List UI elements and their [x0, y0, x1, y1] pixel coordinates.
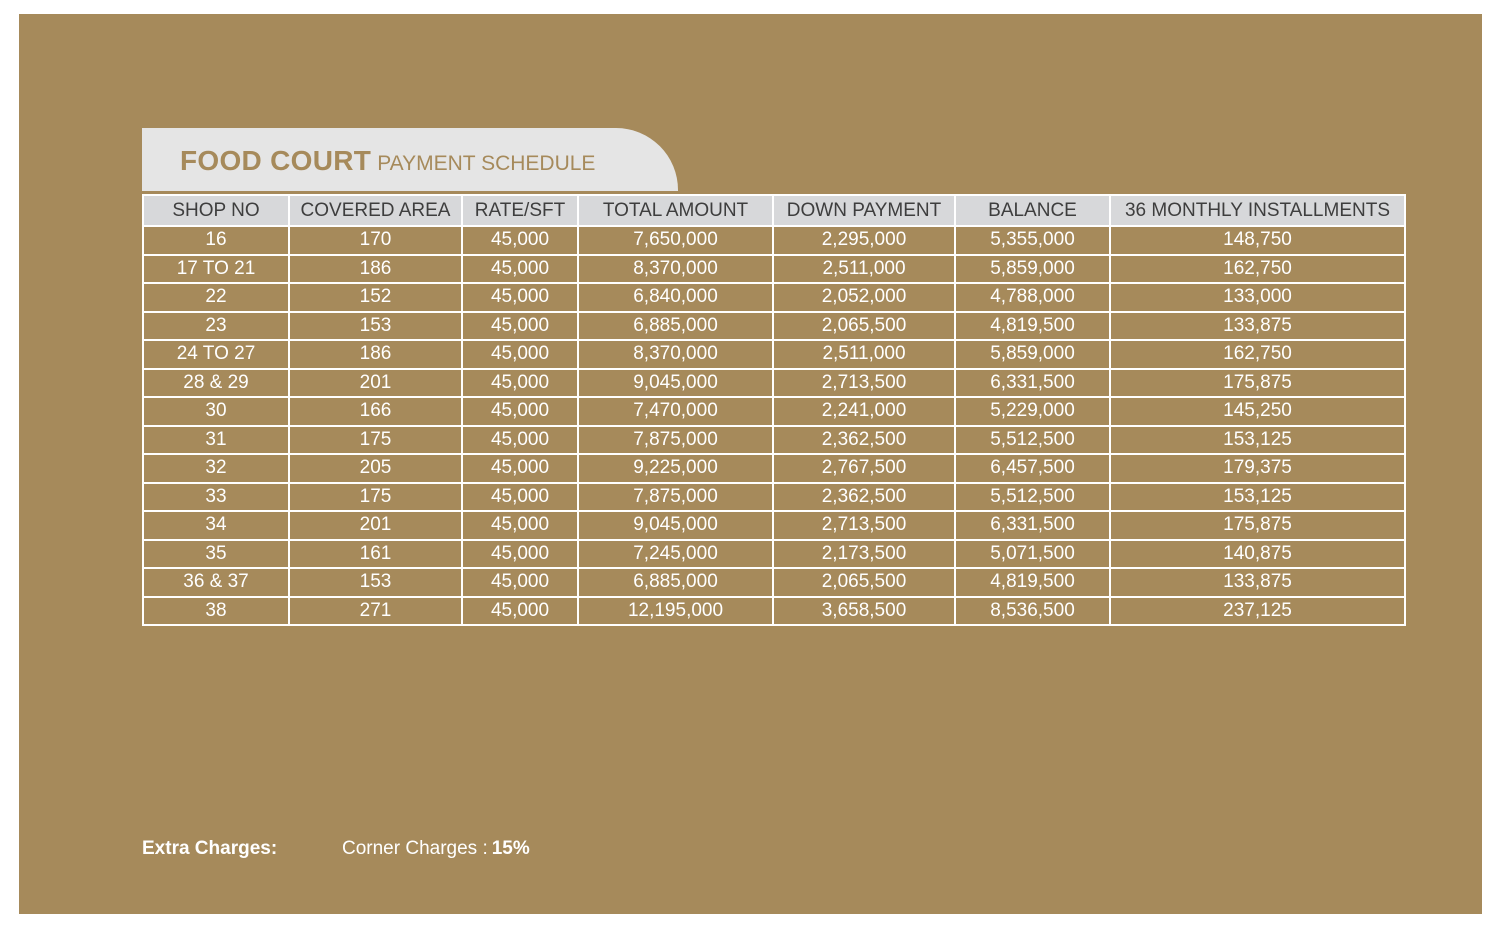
cell-shop-no: 36 & 37 [143, 568, 289, 597]
cell-covered-area: 175 [289, 483, 462, 512]
corner-charges-label: Corner Charges : [342, 838, 488, 859]
header-shop-no: SHOP NO [143, 195, 289, 226]
table-row [143, 426, 1405, 455]
cell-rate-sft: 45,000 [462, 454, 578, 483]
cell-shop-no: 33 [143, 483, 289, 512]
cell-balance: 5,071,500 [955, 540, 1110, 569]
cell-balance: 5,859,000 [955, 340, 1110, 369]
cell-balance: 4,819,500 [955, 568, 1110, 597]
header-balance: BALANCE [955, 195, 1110, 226]
cell-balance: 6,457,500 [955, 454, 1110, 483]
title-main: FOOD COURT [180, 145, 372, 176]
cell-shop-no: 31 [143, 426, 289, 455]
cell-monthly-installment: 153,125 [1110, 426, 1405, 455]
cell-covered-area: 153 [289, 568, 462, 597]
cell-down-payment: 2,362,500 [773, 483, 955, 512]
corner-charges-value: 15% [491, 838, 530, 859]
cell-down-payment: 2,173,500 [773, 540, 955, 569]
table-row [143, 369, 1405, 398]
cell-covered-area: 161 [289, 540, 462, 569]
cell-covered-area: 153 [289, 312, 462, 341]
table-row [143, 312, 1405, 341]
cell-rate-sft: 45,000 [462, 511, 578, 540]
cell-down-payment: 2,052,000 [773, 283, 955, 312]
cell-shop-no: 23 [143, 312, 289, 341]
extra-charges-label: Extra Charges: [142, 838, 278, 859]
cell-monthly-installment: 148,750 [1110, 226, 1405, 255]
cell-rate-sft: 45,000 [462, 397, 578, 426]
cell-covered-area: 201 [289, 511, 462, 540]
cell-down-payment: 2,511,000 [773, 340, 955, 369]
cell-balance: 4,788,000 [955, 283, 1110, 312]
table-row [143, 483, 1405, 512]
cell-covered-area: 205 [289, 454, 462, 483]
payment-schedule-table [142, 194, 1406, 626]
table-row [143, 511, 1405, 540]
cell-total-amount: 12,195,000 [578, 597, 773, 626]
cell-monthly-installment: 237,125 [1110, 597, 1405, 626]
header-monthly-installments: 36 MONTHLY INSTALLMENTS [1110, 195, 1405, 226]
cell-balance: 4,819,500 [955, 312, 1110, 341]
cell-balance: 6,331,500 [955, 511, 1110, 540]
cell-covered-area: 166 [289, 397, 462, 426]
cell-covered-area: 170 [289, 226, 462, 255]
cell-covered-area: 271 [289, 597, 462, 626]
cell-total-amount: 9,045,000 [578, 369, 773, 398]
cell-total-amount: 6,885,000 [578, 568, 773, 597]
cell-down-payment: 2,362,500 [773, 426, 955, 455]
cell-down-payment: 2,511,000 [773, 255, 955, 284]
cell-balance: 5,512,500 [955, 483, 1110, 512]
cell-shop-no: 32 [143, 454, 289, 483]
cell-monthly-installment: 175,875 [1110, 511, 1405, 540]
header-covered-area: COVERED AREA [289, 195, 462, 226]
header-rate-sft: RATE/SFT [462, 195, 578, 226]
cell-shop-no: 35 [143, 540, 289, 569]
cell-balance: 6,331,500 [955, 369, 1110, 398]
cell-rate-sft: 45,000 [462, 540, 578, 569]
cell-rate-sft: 45,000 [462, 340, 578, 369]
cell-monthly-installment: 133,875 [1110, 568, 1405, 597]
cell-total-amount: 8,370,000 [578, 340, 773, 369]
cell-rate-sft: 45,000 [462, 426, 578, 455]
cell-monthly-installment: 140,875 [1110, 540, 1405, 569]
cell-rate-sft: 45,000 [462, 255, 578, 284]
cell-down-payment: 2,767,500 [773, 454, 955, 483]
cell-covered-area: 186 [289, 340, 462, 369]
cell-monthly-installment: 145,250 [1110, 397, 1405, 426]
cell-total-amount: 8,370,000 [578, 255, 773, 284]
cell-down-payment: 2,065,500 [773, 312, 955, 341]
cell-rate-sft: 45,000 [462, 369, 578, 398]
cell-rate-sft: 45,000 [462, 283, 578, 312]
cell-down-payment: 2,713,500 [773, 369, 955, 398]
table-row [143, 397, 1405, 426]
cell-balance: 5,859,000 [955, 255, 1110, 284]
table-row [143, 454, 1405, 483]
cell-covered-area: 175 [289, 426, 462, 455]
cell-total-amount: 7,650,000 [578, 226, 773, 255]
table-row [143, 283, 1405, 312]
cell-rate-sft: 45,000 [462, 597, 578, 626]
cell-total-amount: 7,875,000 [578, 426, 773, 455]
table-row [143, 568, 1405, 597]
cell-total-amount: 9,045,000 [578, 511, 773, 540]
cell-monthly-installment: 153,125 [1110, 483, 1405, 512]
cell-shop-no: 24 TO 27 [143, 340, 289, 369]
cell-shop-no: 17 TO 21 [143, 255, 289, 284]
cell-covered-area: 201 [289, 369, 462, 398]
table-row [143, 540, 1405, 569]
cell-monthly-installment: 133,000 [1110, 283, 1405, 312]
cell-monthly-installment: 162,750 [1110, 255, 1405, 284]
cell-total-amount: 7,245,000 [578, 540, 773, 569]
cell-down-payment: 2,241,000 [773, 397, 955, 426]
header-total-amount: TOTAL AMOUNT [578, 195, 773, 226]
cell-shop-no: 34 [143, 511, 289, 540]
cell-rate-sft: 45,000 [462, 568, 578, 597]
corner-charges [342, 838, 530, 860]
cell-monthly-installment: 179,375 [1110, 454, 1405, 483]
cell-balance: 5,355,000 [955, 226, 1110, 255]
cell-down-payment: 2,295,000 [773, 226, 955, 255]
cell-shop-no: 30 [143, 397, 289, 426]
table-row [143, 226, 1405, 255]
cell-shop-no: 16 [143, 226, 289, 255]
cell-rate-sft: 45,000 [462, 312, 578, 341]
cell-down-payment: 3,658,500 [773, 597, 955, 626]
cell-covered-area: 186 [289, 255, 462, 284]
cell-monthly-installment: 175,875 [1110, 369, 1405, 398]
cell-rate-sft: 45,000 [462, 226, 578, 255]
cell-monthly-installment: 162,750 [1110, 340, 1405, 369]
page-title [180, 145, 595, 177]
cell-total-amount: 7,875,000 [578, 483, 773, 512]
table-body [143, 226, 1405, 625]
header-down-payment: DOWN PAYMENT [773, 195, 955, 226]
cell-shop-no: 22 [143, 283, 289, 312]
cell-covered-area: 152 [289, 283, 462, 312]
cell-total-amount: 6,885,000 [578, 312, 773, 341]
cell-total-amount: 9,225,000 [578, 454, 773, 483]
table-row [143, 597, 1405, 626]
cell-balance: 5,229,000 [955, 397, 1110, 426]
cell-balance: 8,536,500 [955, 597, 1110, 626]
cell-rate-sft: 45,000 [462, 483, 578, 512]
cell-shop-no: 38 [143, 597, 289, 626]
cell-total-amount: 7,470,000 [578, 397, 773, 426]
cell-down-payment: 2,713,500 [773, 511, 955, 540]
cell-down-payment: 2,065,500 [773, 568, 955, 597]
title-sub: PAYMENT SCHEDULE [377, 152, 596, 175]
cell-total-amount: 6,840,000 [578, 283, 773, 312]
table-row [143, 340, 1405, 369]
cell-shop-no: 28 & 29 [143, 369, 289, 398]
cell-monthly-installment: 133,875 [1110, 312, 1405, 341]
table-row [143, 255, 1405, 284]
table-header-row [143, 195, 1405, 226]
cell-balance: 5,512,500 [955, 426, 1110, 455]
